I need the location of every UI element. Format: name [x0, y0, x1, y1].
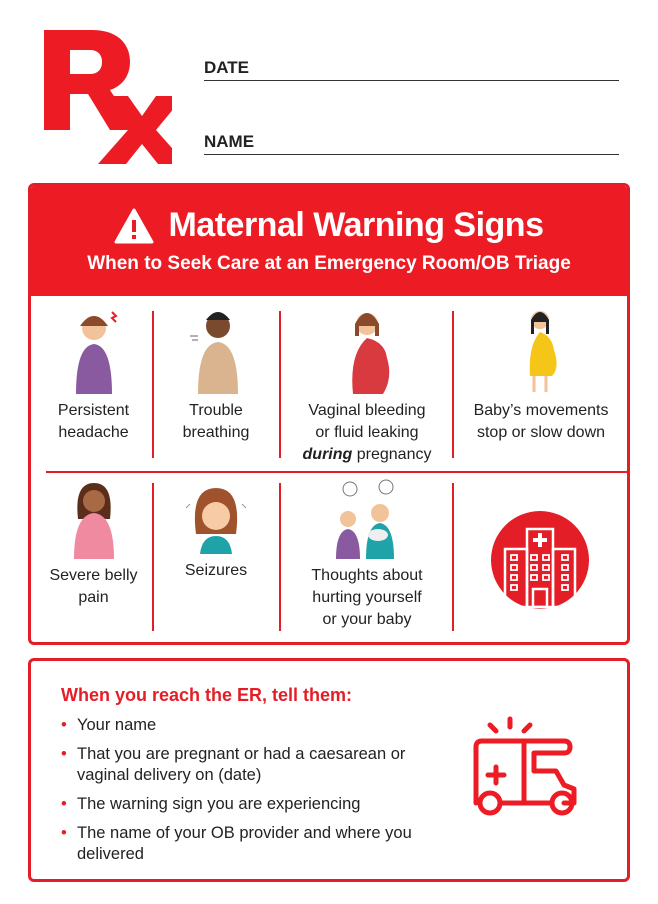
sign-bleeding: Vaginal bleeding or fluid leaking during pregnancy: [283, 306, 451, 466]
rx-logo: [40, 26, 172, 164]
sign-seizures: Seizures: [156, 484, 276, 582]
warning-signs-panel: [28, 183, 630, 645]
warning-icon: [114, 208, 154, 244]
woman-belly-pain-illustration: [64, 479, 124, 559]
sign-belly-pain: Severe belly pain: [41, 479, 146, 609]
woman-seizure-illustration: [184, 484, 248, 554]
list-item: • The name of your OB provider and where you delivered: [61, 823, 421, 865]
list-item: • Your name: [61, 715, 421, 736]
divider: [46, 471, 628, 473]
panel-title: Maternal Warning Signs: [168, 206, 544, 244]
er-title: When you reach the ER, tell them:: [61, 685, 353, 705]
woman-headache-illustration: [64, 306, 124, 394]
sign-baby-movements: Baby’s movements stop or slow down: [456, 306, 626, 444]
ambulance-icon: [468, 715, 588, 819]
list-item: • The warning sign you are experiencing: [61, 794, 421, 815]
date-field[interactable]: DATE: [204, 58, 619, 81]
sign-thoughts: Thoughts about hurting yourself or your baby: [283, 479, 451, 631]
name-field[interactable]: NAME: [204, 132, 619, 155]
sign-headache: Persistent headache: [41, 306, 146, 444]
panel-header: [31, 186, 627, 296]
pregnant-woman-yellow-illustration: [516, 306, 566, 394]
panel-subtitle: When to Seek Care at an Emergency Room/OB Triage: [87, 253, 571, 274]
er-instructions-panel: [28, 658, 630, 882]
mother-baby-illustration: [322, 479, 412, 559]
pregnant-woman-illustration: [337, 306, 397, 394]
list-item: • That you are pregnant or had a caesarean or vaginal delivery on (date): [61, 744, 421, 786]
sign-breathing: Trouble breathing: [156, 306, 276, 444]
hospital-icon: [491, 511, 589, 609]
er-list: [61, 715, 421, 873]
woman-breathing-illustration: [186, 306, 246, 394]
